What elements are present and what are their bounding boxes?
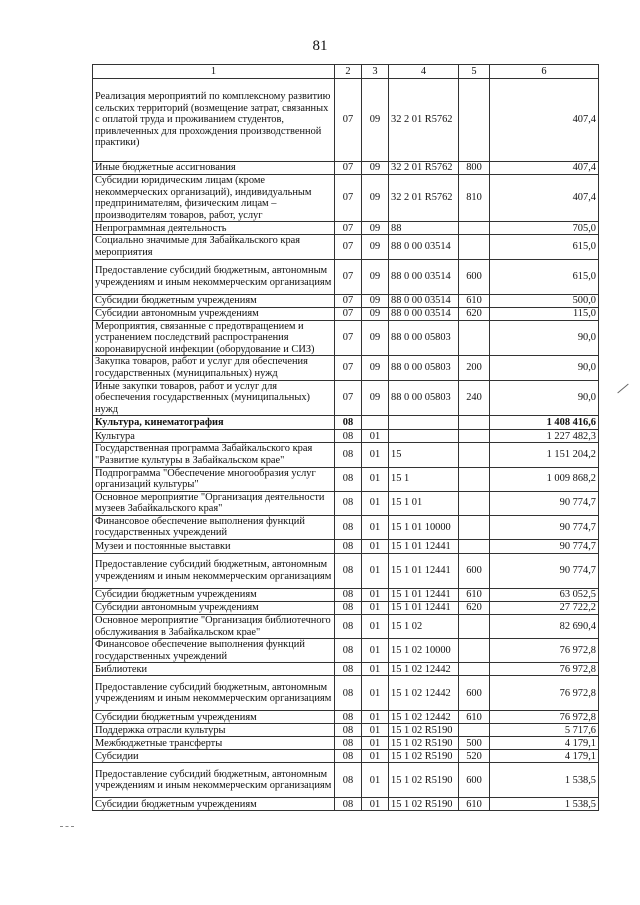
row-section: 08 bbox=[335, 491, 362, 515]
row-amount: 4 179,1 bbox=[490, 750, 599, 763]
row-name: Поддержка отрасли культуры bbox=[93, 724, 335, 737]
row-expense-type bbox=[459, 235, 490, 259]
row-section: 08 bbox=[335, 589, 362, 602]
table-row bbox=[93, 663, 599, 676]
row-section: 08 bbox=[335, 737, 362, 750]
table-row bbox=[93, 763, 599, 798]
row-section: 07 bbox=[335, 79, 362, 162]
row-target-code: 15 1 02 bbox=[389, 615, 459, 639]
margin-mark bbox=[60, 826, 74, 828]
row-target-code: 32 2 01 R5762 bbox=[389, 162, 459, 175]
header-col-1: 1 bbox=[93, 65, 335, 79]
table-row bbox=[93, 615, 599, 639]
row-subsection: 09 bbox=[362, 222, 389, 235]
row-name: Подпрограмма "Обеспечение многообразия услуг организаций культуры" bbox=[93, 467, 335, 491]
row-amount: 90,0 bbox=[490, 380, 599, 416]
row-expense-type: 800 bbox=[459, 162, 490, 175]
table-row bbox=[93, 222, 599, 235]
row-expense-type bbox=[459, 320, 490, 356]
row-name: Основное мероприятие "Организация библиотечного обслуживания в Забайкальском крае" bbox=[93, 615, 335, 639]
row-section: 08 bbox=[335, 554, 362, 589]
row-subsection: 01 bbox=[362, 663, 389, 676]
row-subsection: 01 bbox=[362, 443, 389, 467]
row-amount: 90 774,7 bbox=[490, 554, 599, 589]
row-subsection: 01 bbox=[362, 554, 389, 589]
row-expense-type bbox=[459, 663, 490, 676]
table-row bbox=[93, 162, 599, 175]
row-amount: 90 774,7 bbox=[490, 491, 599, 515]
row-name: Закупка товаров, работ и услуг для обеспечения государственных (муниципальных) нужд bbox=[93, 356, 335, 380]
row-name: Государственная программа Забайкальского края "Развитие культуры в Забайкальском крае" bbox=[93, 443, 335, 467]
row-target-code: 15 1 02 R5190 bbox=[389, 724, 459, 737]
row-subsection: 01 bbox=[362, 491, 389, 515]
row-subsection: 09 bbox=[362, 235, 389, 259]
row-name: Субсидии bbox=[93, 750, 335, 763]
row-amount: 27 722,2 bbox=[490, 602, 599, 615]
table-row bbox=[93, 294, 599, 307]
row-target-code: 15 1 02 12442 bbox=[389, 663, 459, 676]
row-amount: 615,0 bbox=[490, 235, 599, 259]
row-amount: 407,4 bbox=[490, 79, 599, 162]
row-expense-type: 600 bbox=[459, 676, 490, 711]
row-subsection: 09 bbox=[362, 259, 389, 294]
row-expense-type bbox=[459, 639, 490, 663]
row-expense-type: 600 bbox=[459, 554, 490, 589]
row-subsection: 01 bbox=[362, 750, 389, 763]
row-name: Финансовое обеспечение выполнения функций государственных учреждений bbox=[93, 515, 335, 539]
table-row bbox=[93, 430, 599, 443]
row-expense-type: 610 bbox=[459, 798, 490, 811]
budget-table bbox=[92, 64, 599, 811]
header-col-4: 4 bbox=[389, 65, 459, 79]
row-amount: 115,0 bbox=[490, 307, 599, 320]
row-subsection: 01 bbox=[362, 798, 389, 811]
row-amount: 407,4 bbox=[490, 162, 599, 175]
row-subsection: 01 bbox=[362, 676, 389, 711]
row-subsection: 01 bbox=[362, 467, 389, 491]
header-col-2: 2 bbox=[335, 65, 362, 79]
row-target-code: 15 1 02 R5190 bbox=[389, 750, 459, 763]
row-name: Субсидии бюджетным учреждениям bbox=[93, 589, 335, 602]
row-name: Иные закупки товаров, работ и услуг для обеспечения государственных (муниципальных) нужд bbox=[93, 380, 335, 416]
header-col-3: 3 bbox=[362, 65, 389, 79]
row-amount: 76 972,8 bbox=[490, 711, 599, 724]
row-amount: 4 179,1 bbox=[490, 737, 599, 750]
row-subsection: 09 bbox=[362, 307, 389, 320]
row-subsection: 09 bbox=[362, 380, 389, 416]
row-subsection: 01 bbox=[362, 639, 389, 663]
row-expense-type bbox=[459, 491, 490, 515]
row-target-code: 15 bbox=[389, 443, 459, 467]
row-subsection: 01 bbox=[362, 763, 389, 798]
row-name: Субсидии автономным учреждениям bbox=[93, 307, 335, 320]
row-section: 08 bbox=[335, 639, 362, 663]
row-name: Субсидии автономным учреждениям bbox=[93, 602, 335, 615]
row-subsection: 01 bbox=[362, 737, 389, 750]
row-expense-type: 200 bbox=[459, 356, 490, 380]
row-target-code bbox=[389, 430, 459, 443]
header-row bbox=[93, 65, 599, 79]
row-amount: 76 972,8 bbox=[490, 676, 599, 711]
table-row bbox=[93, 79, 599, 162]
row-section: 08 bbox=[335, 798, 362, 811]
row-amount: 407,4 bbox=[490, 175, 599, 222]
row-subsection: 01 bbox=[362, 589, 389, 602]
row-amount: 1 009 868,2 bbox=[490, 467, 599, 491]
row-name: Субсидии бюджетным учреждениям bbox=[93, 294, 335, 307]
row-section: 08 bbox=[335, 676, 362, 711]
row-subsection: 09 bbox=[362, 356, 389, 380]
row-section: 08 bbox=[335, 515, 362, 539]
table-row bbox=[93, 320, 599, 356]
row-subsection: 01 bbox=[362, 540, 389, 554]
row-expense-type bbox=[459, 467, 490, 491]
row-expense-type bbox=[459, 515, 490, 539]
table-row bbox=[93, 676, 599, 711]
row-name: Предоставление субсидий бюджетным, автономным учреждениям и иным некоммерческим организациям bbox=[93, 676, 335, 711]
row-section: 08 bbox=[335, 540, 362, 554]
row-subsection: 01 bbox=[362, 724, 389, 737]
row-target-code: 88 0 00 03514 bbox=[389, 235, 459, 259]
row-name: Межбюджетные трансферты bbox=[93, 737, 335, 750]
row-section: 08 bbox=[335, 663, 362, 676]
row-name: Субсидии бюджетным учреждениям bbox=[93, 798, 335, 811]
row-target-code: 15 1 bbox=[389, 467, 459, 491]
row-section: 07 bbox=[335, 175, 362, 222]
table-row bbox=[93, 589, 599, 602]
row-expense-type: 610 bbox=[459, 589, 490, 602]
row-target-code: 15 1 02 12442 bbox=[389, 711, 459, 724]
row-name: Иные бюджетные ассигнования bbox=[93, 162, 335, 175]
row-name: Музеи и постоянные выставки bbox=[93, 540, 335, 554]
row-target-code: 88 0 00 05803 bbox=[389, 380, 459, 416]
row-section: 08 bbox=[335, 443, 362, 467]
row-amount: 82 690,4 bbox=[490, 615, 599, 639]
row-expense-type bbox=[459, 430, 490, 443]
row-amount: 1 151 204,2 bbox=[490, 443, 599, 467]
row-subsection bbox=[362, 416, 389, 430]
row-expense-type: 520 bbox=[459, 750, 490, 763]
row-target-code: 32 2 01 R5762 bbox=[389, 175, 459, 222]
row-amount: 76 972,8 bbox=[490, 639, 599, 663]
row-target-code: 15 1 01 12441 bbox=[389, 602, 459, 615]
row-expense-type bbox=[459, 615, 490, 639]
row-section: 07 bbox=[335, 259, 362, 294]
row-section: 08 bbox=[335, 750, 362, 763]
row-section: 08 bbox=[335, 602, 362, 615]
row-name: Библиотеки bbox=[93, 663, 335, 676]
row-expense-type: 620 bbox=[459, 307, 490, 320]
row-amount: 90,0 bbox=[490, 356, 599, 380]
row-subsection: 01 bbox=[362, 711, 389, 724]
pen-mark bbox=[617, 384, 628, 394]
table-row bbox=[93, 711, 599, 724]
row-target-code: 32 2 01 R5762 bbox=[389, 79, 459, 162]
row-section: 07 bbox=[335, 320, 362, 356]
table-row bbox=[93, 750, 599, 763]
row-expense-type: 610 bbox=[459, 294, 490, 307]
row-amount: 615,0 bbox=[490, 259, 599, 294]
table-row bbox=[93, 554, 599, 589]
row-subsection: 01 bbox=[362, 430, 389, 443]
row-target-code: 15 1 01 12441 bbox=[389, 589, 459, 602]
row-subsection: 09 bbox=[362, 79, 389, 162]
row-amount: 5 717,6 bbox=[490, 724, 599, 737]
row-target-code bbox=[389, 416, 459, 430]
table-row bbox=[93, 416, 599, 430]
row-section: 08 bbox=[335, 724, 362, 737]
budget-table-body bbox=[93, 65, 599, 811]
table-row bbox=[93, 737, 599, 750]
row-expense-type bbox=[459, 540, 490, 554]
row-amount: 705,0 bbox=[490, 222, 599, 235]
row-name: Культура, кинематография bbox=[93, 416, 335, 430]
row-amount: 1 538,5 bbox=[490, 763, 599, 798]
row-expense-type: 620 bbox=[459, 602, 490, 615]
row-name: Социально значимые для Забайкальского края мероприятия bbox=[93, 235, 335, 259]
row-expense-type bbox=[459, 79, 490, 162]
row-target-code: 15 1 02 R5190 bbox=[389, 798, 459, 811]
row-expense-type: 810 bbox=[459, 175, 490, 222]
row-section: 07 bbox=[335, 294, 362, 307]
row-section: 08 bbox=[335, 763, 362, 798]
row-target-code: 15 1 01 12441 bbox=[389, 540, 459, 554]
row-section: 08 bbox=[335, 615, 362, 639]
row-expense-type bbox=[459, 222, 490, 235]
row-target-code: 15 1 02 12442 bbox=[389, 676, 459, 711]
row-section: 07 bbox=[335, 162, 362, 175]
row-amount: 90,0 bbox=[490, 320, 599, 356]
row-target-code: 88 0 00 03514 bbox=[389, 294, 459, 307]
row-expense-type: 610 bbox=[459, 711, 490, 724]
header-col-6: 6 bbox=[490, 65, 599, 79]
row-expense-type bbox=[459, 443, 490, 467]
row-target-code: 15 1 02 R5190 bbox=[389, 737, 459, 750]
table-row bbox=[93, 175, 599, 222]
row-subsection: 09 bbox=[362, 320, 389, 356]
row-amount: 76 972,8 bbox=[490, 663, 599, 676]
row-expense-type bbox=[459, 724, 490, 737]
row-amount: 90 774,7 bbox=[490, 515, 599, 539]
row-section: 07 bbox=[335, 222, 362, 235]
row-name: Основное мероприятие "Организация деятельности музеев Забайкальского края" bbox=[93, 491, 335, 515]
table-row bbox=[93, 491, 599, 515]
row-amount: 63 052,5 bbox=[490, 589, 599, 602]
row-section: 08 bbox=[335, 430, 362, 443]
row-expense-type: 500 bbox=[459, 737, 490, 750]
row-target-code: 15 1 01 bbox=[389, 491, 459, 515]
row-name: Финансовое обеспечение выполнения функций государственных учреждений bbox=[93, 639, 335, 663]
row-section: 08 bbox=[335, 416, 362, 430]
row-subsection: 01 bbox=[362, 515, 389, 539]
table-row bbox=[93, 515, 599, 539]
row-target-code: 88 0 00 03514 bbox=[389, 259, 459, 294]
row-subsection: 01 bbox=[362, 615, 389, 639]
row-name: Субсидии бюджетным учреждениям bbox=[93, 711, 335, 724]
row-name: Предоставление субсидий бюджетным, автономным учреждениям и иным некоммерческим организациям bbox=[93, 763, 335, 798]
row-target-code: 88 0 00 05803 bbox=[389, 320, 459, 356]
row-section: 08 bbox=[335, 467, 362, 491]
table-row bbox=[93, 639, 599, 663]
row-section: 07 bbox=[335, 235, 362, 259]
row-target-code: 15 1 02 10000 bbox=[389, 639, 459, 663]
row-name: Предоставление субсидий бюджетным, автономным учреждениям и иным некоммерческим организациям bbox=[93, 554, 335, 589]
table-row bbox=[93, 307, 599, 320]
page-number: 81 bbox=[312, 38, 328, 54]
row-section: 07 bbox=[335, 380, 362, 416]
row-target-code: 88 0 00 03514 bbox=[389, 307, 459, 320]
row-expense-type: 240 bbox=[459, 380, 490, 416]
row-name: Предоставление субсидий бюджетным, автономным учреждениям и иным некоммерческим организациям bbox=[93, 259, 335, 294]
table-row bbox=[93, 235, 599, 259]
row-subsection: 09 bbox=[362, 162, 389, 175]
row-name: Культура bbox=[93, 430, 335, 443]
table-row bbox=[93, 602, 599, 615]
table-row bbox=[93, 540, 599, 554]
row-target-code: 88 bbox=[389, 222, 459, 235]
table-row bbox=[93, 380, 599, 416]
table-row bbox=[93, 798, 599, 811]
table-row bbox=[93, 467, 599, 491]
row-amount: 1 227 482,3 bbox=[490, 430, 599, 443]
row-expense-type bbox=[459, 416, 490, 430]
row-target-code: 88 0 00 05803 bbox=[389, 356, 459, 380]
table-row bbox=[93, 356, 599, 380]
row-amount: 1 408 416,6 bbox=[490, 416, 599, 430]
row-amount: 1 538,5 bbox=[490, 798, 599, 811]
row-section: 08 bbox=[335, 711, 362, 724]
row-section: 07 bbox=[335, 307, 362, 320]
row-expense-type: 600 bbox=[459, 259, 490, 294]
row-name: Непрограммная деятельность bbox=[93, 222, 335, 235]
row-expense-type: 600 bbox=[459, 763, 490, 798]
row-subsection: 09 bbox=[362, 294, 389, 307]
row-name: Мероприятия, связанные с предотвращением и устранением последствий распространения коронавирусной инфекции (оборудование и СИЗ) bbox=[93, 320, 335, 356]
row-subsection: 01 bbox=[362, 602, 389, 615]
row-target-code: 15 1 02 R5190 bbox=[389, 763, 459, 798]
header-col-5: 5 bbox=[459, 65, 490, 79]
row-subsection: 09 bbox=[362, 175, 389, 222]
row-amount: 90 774,7 bbox=[490, 540, 599, 554]
row-target-code: 15 1 01 10000 bbox=[389, 515, 459, 539]
table-row bbox=[93, 443, 599, 467]
row-target-code: 15 1 01 12441 bbox=[389, 554, 459, 589]
row-section: 07 bbox=[335, 356, 362, 380]
table-row bbox=[93, 724, 599, 737]
row-name: Реализация мероприятий по комплексному развитию сельских территорий (возмещение затрат, связанных с оплатой труда и проживанием студентов, привлеченных для прохождения производственной практики) bbox=[93, 79, 335, 162]
row-amount: 500,0 bbox=[490, 294, 599, 307]
table-row bbox=[93, 259, 599, 294]
row-name: Субсидии юридическим лицам (кроме некоммерческих организаций), индивидуальным предпринимателям, физическим лицам – производителям товаров, работ, услуг bbox=[93, 175, 335, 222]
